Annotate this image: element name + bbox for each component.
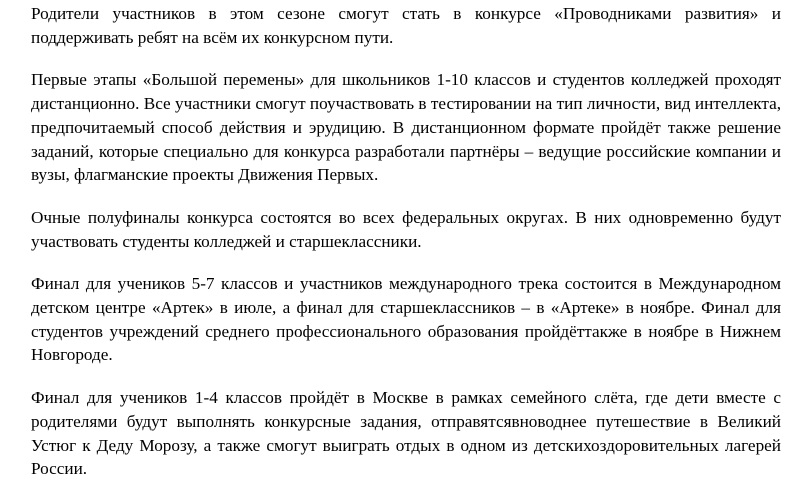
paragraph-finals: Финал для учеников 5-7 классов и участников международного трека состоится в Международном детском центре «Артек» в июле, а финал для старшеклассников – в «Артеке» в ноябре. Финал для студентов учреждений среднего профессионального образования пройдёттакже в ноябре в Нижнем Новгороде. [31,274,781,365]
paragraph-primary-final: Финал для учеников 1-4 классов пройдёт в Москве в рамках семейного слёта, где дети вместе с родителями будут выполнять конкурсные задания, отправятсявноводнее путешествие в Великий Устюг к Деду Морозу, а также смогут выиграть отдых в одном из детскихоздоровительных лагерей России. [31,388,781,479]
paragraph-parents: Родители участников в этом сезоне смогут стать в конкурсе «Проводниками развития» и поддерживать ребят на всём их конкурсном пути. [31,4,781,47]
paragraph-semifinals: Очные полуфиналы конкурса состоятся во всех федеральных округах. В них одновременно будут участвовать студенты колледжей и старшеклассники. [31,207,781,251]
paragraph-first-stages: Первые этапы «Большой перемены» для школьников 1-10 классов и студентов колледжей проходят дистанционно. Все участники смогут поучаствовать в тестировании на тип личности, вид интеллекта, предпочитаемый способ действия и эрудицию. В дистанционном формате пройдёт также решение заданий, которые специально для конкурса разработали партнёры – ведущие российские компании и вузы, флагманские проекты Движения Первых. [31,70,781,185]
